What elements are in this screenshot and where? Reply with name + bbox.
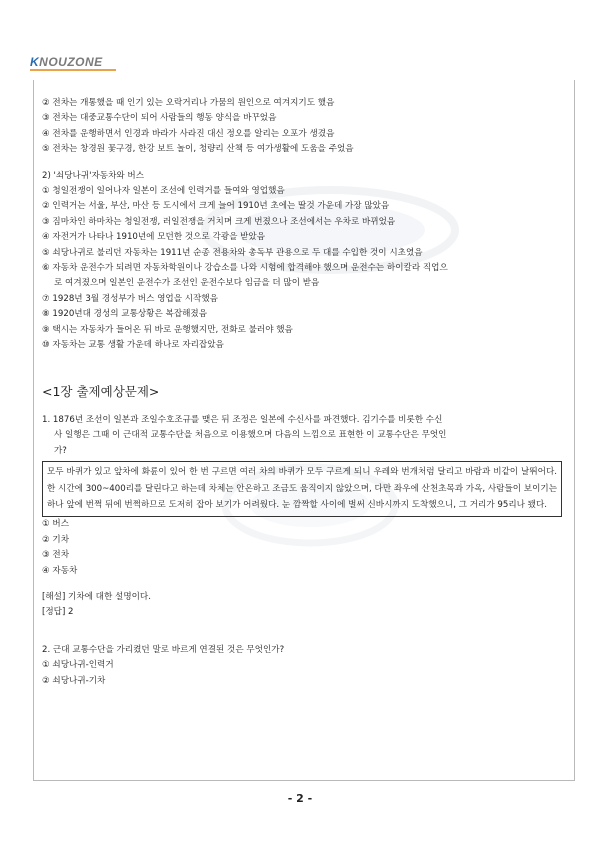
list-item: ③ 짐마차인 하마차는 청일전쟁, 러일전쟁을 거치며 크게 번졌으나 조선에서는 우차로 바뀌었음 — [42, 216, 396, 227]
list-item: ⑩ 자동차는 교통 생활 가운데 하나로 자리잡았음 — [42, 340, 224, 351]
answer: [정답] 2 — [42, 607, 74, 618]
question-text: 1. 1876년 조선이 일본과 조일수호조규를 맺은 뒤 조정은 일본에 수신사를 파견했다. 김기수를 비롯한 수신 — [42, 414, 443, 425]
list-item: ⑥ 자동차 운전수가 되려면 자동차학원이나 강습소를 나와 시험에 합격해야 했으며 운전수는 하이칼라 직업으 — [42, 263, 448, 274]
explanation: [해설] 기차에 대한 설명이다. — [42, 591, 151, 602]
page-number: - 2 - — [287, 792, 313, 805]
option: ① 쇠당나귀-인력거 — [42, 660, 114, 671]
option: ② 쇠당나귀-기차 — [42, 675, 106, 686]
logo-rest: NOUZONE — [39, 55, 103, 69]
question-text-continuation: 사 일행은 그때 이 근대적 교통수단을 처음으로 이용했으며 다음의 느낌으로 표현한 이 교통수단은 무엇인 — [54, 430, 447, 441]
list-item: ② 인력거는 서울, 부산, 마산 등 도시에서 크게 늘어 1910년 초에는 딸것 가운데 가장 많았음 — [42, 201, 390, 212]
question-2 — [42, 643, 562, 689]
list-item: ⑦ 1928년 3월 경성부가 버스 영업을 시작했음 — [42, 293, 218, 304]
logo — [30, 55, 120, 71]
document-body — [42, 96, 562, 689]
list-item: ⑨ 택시는 자동차가 들어온 뒤 바로 운행했지만, 전화로 불러야 했음 — [42, 324, 293, 335]
list-item: ⑤ 전차는 창경원 꽃구경, 한강 보트 놀이, 청량리 산책 등 여가생활에 도움을 주었음 — [42, 144, 354, 155]
logo-k: K — [30, 55, 40, 69]
list-item: ⑤ 쇠당나귀로 불리던 자동차는 1911년 순종 전용차와 총독부 관용으로 두 대를 수입한 것이 시초였음 — [42, 247, 423, 258]
list-item-continuation: 로 여겨졌으며 일본인 운전수가 조선인 운전수보다 임금을 더 많이 받음 — [54, 278, 320, 289]
logo-underline — [30, 69, 116, 71]
question-text-continuation: 가? — [54, 445, 67, 456]
option: ④ 자동차 — [42, 565, 78, 576]
spacer — [42, 158, 562, 169]
option: ③ 전차 — [42, 550, 70, 561]
list-item: ② 전차는 개통했을 때 인기 있는 오락거리나 가뭄의 원인으로 여겨지기도 했음 — [42, 98, 335, 108]
list-item: ③ 전차는 대중교통수단이 되어 사람들의 행동 양식을 바꾸었음 — [42, 113, 277, 124]
list-item: ④ 자전거가 나타나 1910년에 모던한 것으로 각광을 받았음 — [42, 232, 266, 243]
list-item: ④ 전차를 운행하면서 인경과 바라가 사라진 대신 정오를 알리는 오포가 생겼음 — [42, 128, 335, 139]
spacer — [42, 632, 562, 643]
section2-list — [42, 184, 562, 353]
section2-title: 2) '쇠당나귀'자동차와 버스 — [42, 170, 145, 181]
question-1 — [42, 413, 562, 621]
chapter-title: <1장 출제예상문제> — [42, 383, 160, 399]
option: ① 버스 — [42, 519, 70, 530]
question-text: 2. 근대 교통수단을 가리켰던 말로 바르게 연결된 것은 무엇인가? — [42, 644, 285, 655]
list-item: ① 청일전쟁이 일어나자 일본이 조선에 인력거를 들여와 영업했음 — [42, 186, 285, 197]
list-item: ⑧ 1920년대 경성의 교통상황은 복잡해졌음 — [42, 309, 208, 320]
section1-list — [42, 96, 562, 158]
option: ② 기차 — [42, 534, 70, 545]
spacer — [42, 621, 562, 632]
spacer — [42, 579, 562, 590]
quote-box: 모두 바퀴가 있고 앞차에 화륜이 있어 한 번 구르면 여러 차의 바퀴가 모두 구르게 되니 우레와 번개처럼 달리고 바람과 비같이 날뛰어다. 한 시간에 300~400리를 달린다고 하는데 차체는 안온하고 조금도 움직이지 않았으며, 다만 좌우에 산천초목과 가옥, 사람들이 보이기는 하나 앞에 번쩍 뒤에 번쩍하므로 도저히 잡아 보기가 어려웠다. 눈 깜짝할 사이에 벌써 신바시까지 도착했으니, 그 거리가 95리나 됐다. — [42, 461, 562, 517]
